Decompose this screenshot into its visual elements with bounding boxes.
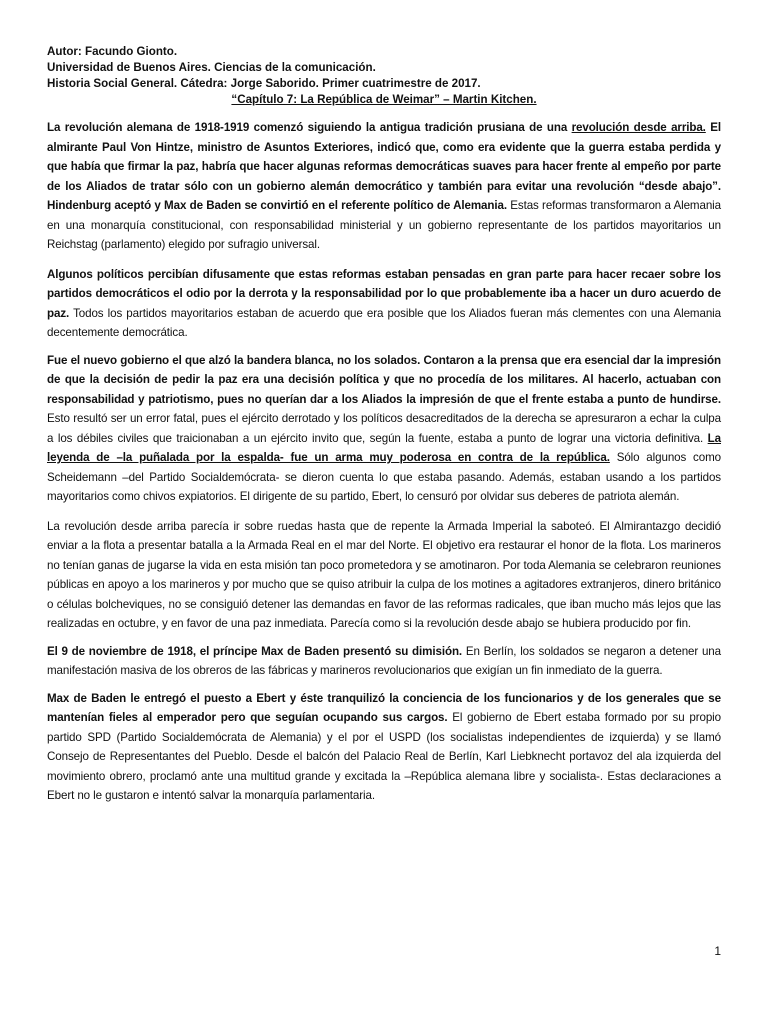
chapter-title: “Capítulo 7: La República de Weimar” – Martin Kitchen. [231, 93, 537, 106]
university-line: Universidad de Buenos Aires. Ciencias de la comunicación. [47, 61, 376, 74]
paragraph-2 [47, 265, 721, 343]
course-line: Historia Social General. Cátedra: Jorge Saborido. Primer cuatrimestre de 2017. [47, 77, 481, 90]
paragraph-3-text-b: Sólo algunos como Scheidemann –del Partido Socialdemócrata- se dieron cuenta lo que estaba pasando. Además, estaban usando a los partidos mayoritarios como chivos expiatorios. El dirigente de su partido, Ebert, lo censuró por olvidar sus deberes de patriota alemán. [47, 451, 721, 503]
paragraph-5-text: En Berlín, los soldados se negaron a detener una manifestación masiva de los obreros de las fábricas y marineros revolucionarios que exigían un fin inmediato de la guerra. [47, 644, 721, 677]
paragraph-1-text: Estas reformas transformaron a Alemania en una monarquía constitucional, con responsabilidad ministerial y un gobierno representante de los partidos mayoritarios un Reichstag (parlamento) elegido por sufragio universal. [47, 199, 721, 251]
paragraph-1-bold-a: La revolución alemana de 1918-1919 comenzó siguiendo la antigua tradición prusiana de una [47, 121, 572, 134]
paragraph-6-bold: Max de Baden le entregó el puesto a Ebert y éste tranquilizó la conciencia de los funcionarios y de los generales que se mantenían fieles al emperador pero que seguían ocupando sus cargos. [47, 691, 721, 724]
paragraph-3-underlined: La leyenda de –la puñalada por la espalda- fue un arma muy poderosa en contra de la república. [47, 431, 721, 464]
paragraph-3 [47, 351, 721, 507]
paragraph-6 [47, 689, 721, 806]
paragraph-3-text-a: Esto resultó ser un error fatal, pues el ejército derrotado y los políticos desacreditados de la derecha se apresuraron a echar la culpa a los débiles civiles que traicionaban a un ejército invito que, según la fuente, estaba a punto de lograr una victoria definitiva. [47, 412, 721, 445]
paragraph-3-bold: Fue el nuevo gobierno el que alzó la bandera blanca, no los solados. Contaron a la prensa que era esencial dar la impresión de que la decisión de pedir la paz era una decisión política y que no procedía de los militares. Al hacerlo, actuaban con responsabilidad y patriotismo, pues no querían dar a los Aliados la impresión de que el frente estaba a punto de hundirse. [47, 353, 721, 406]
paragraph-4-text: La revolución desde arriba parecía ir sobre ruedas hasta que de repente la Armada Imperial la saboteó. El Almirantazgo decidió enviar a la flota a presentar batalla a la Armada Real en el mar del Norte. El objetivo era restaurar el honor de la flota. Los marineros no tenían ganas de jugarse la vida en esta misión tan poco prometedora y se amotinaron. Por toda Alemania se celebraron reuniones públicas en apoyo a los marineros y por mucho que se quiso atribuir la culpa de los motines a agitadores extranjeros, dinero británico o células bolcheviques, no se consiguió detener las demandas en favor de las reformas radicales, que iban mucho más lejos que las realizadas en octubre, y en favor de una paz inmediata. Parecía como si la revolución desde abajo se hubiera producido por fin. [47, 519, 721, 630]
paragraph-5-bold: El 9 de noviembre de 1918, el príncipe Max de Baden presentó su dimisión. [47, 644, 463, 658]
paragraph-4 [47, 517, 721, 634]
paragraph-6-text: El gobierno de Ebert estaba formado por su propio partido SPD (Partido Socialdemócrata de Alemania) y el por el USPD (los socialistas independientes de izquierda) y se llamó Consejo de Representantes del Pueblo. Desde el balcón del Palacio Real de Berlín, Karl Liebknecht portavoz del ala izquierda del movimiento obrero, proclamó ante una multitud grande y excitada la –República alemana libre y socialista-. Estas declaraciones a Ebert no le gustaron e intentó salvar la monarquía parlamentaria. [47, 711, 721, 802]
paragraph-2-bold: Algunos políticos percibían difusamente que estas reformas estaban pensadas en gran parte para hacer recaer sobre los partidos democráticos el odio por la derrota y la responsabilidad por lo que probablemente iba a hacer un duro acuerdo de paz. [47, 267, 721, 320]
document-header [47, 44, 721, 108]
paragraph-5 [47, 642, 721, 681]
paragraph-2-text: Todos los partidos mayoritarios estaban de acuerdo que era posible que los Aliados fueran más clementes con una Alemania decentemente democrática. [47, 306, 721, 339]
page-number: 1 [714, 944, 721, 958]
paragraph-1-bold-b: El almirante Paul Von Hintze, ministro de Asuntos Exteriores, indicó que, como era evidente que la guerra estaba perdida y que había que firmar la paz, habría que hacer algunas reformas democráticas suaves para hacer frente al empeño por parte de los Aliados de tratar sólo con un gobierno alemán democrático y también para evitar una revolución “desde abajo”. Hindenburg aceptó y Max de Baden se convirtió en el referente político de Alemania. [47, 121, 721, 212]
paragraph-1 [47, 118, 721, 255]
author-line: Autor: Facundo Gionto. [47, 45, 178, 58]
paragraph-1-underlined: revolución desde arriba. [571, 121, 706, 134]
